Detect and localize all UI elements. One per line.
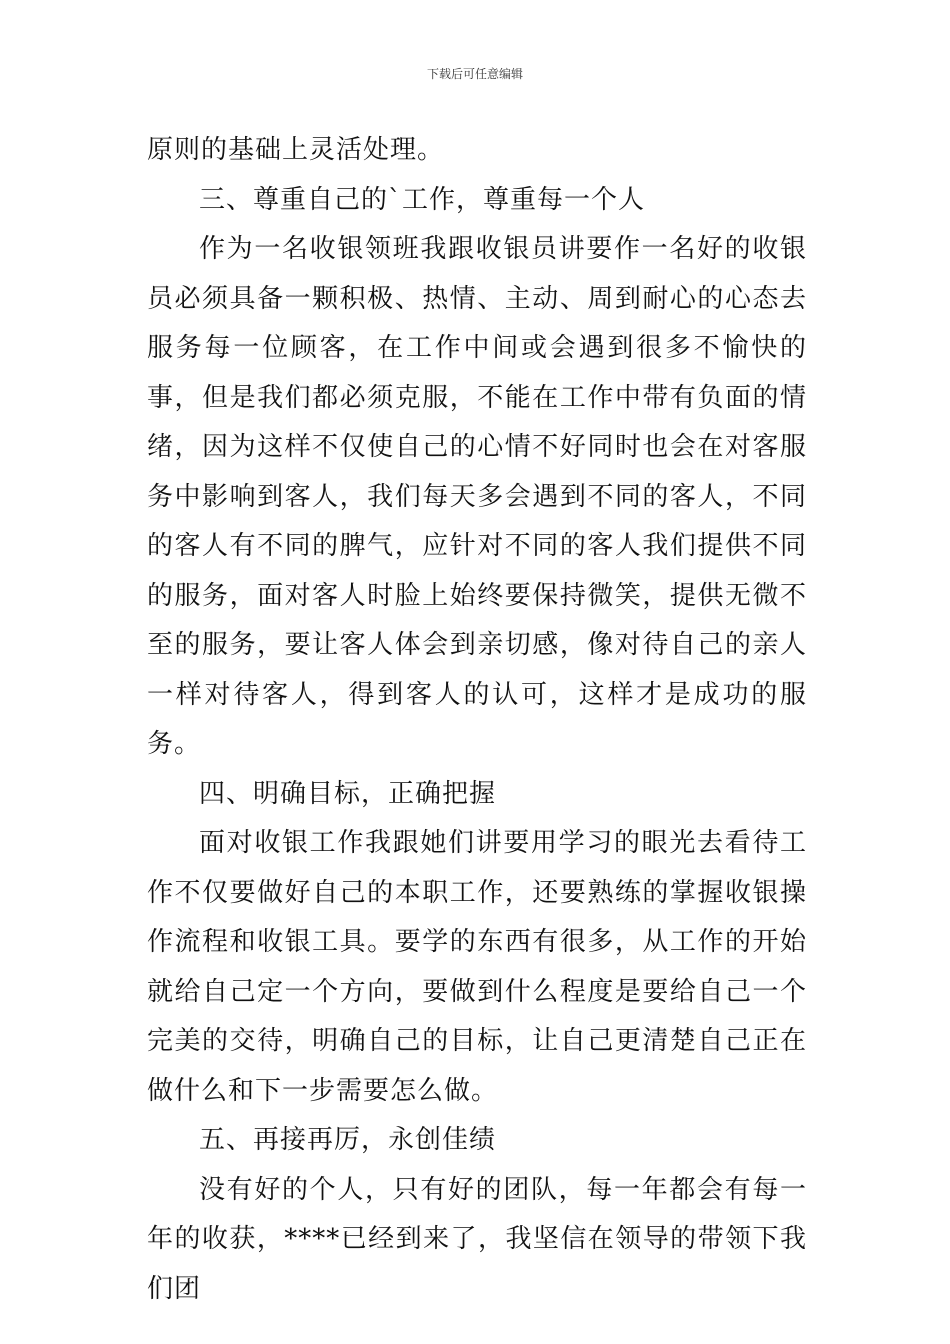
section-heading-5: 五、再接再厉，永创佳绩 (199, 1125, 497, 1155)
page-header-note: 下载后可任意编辑 (426, 67, 523, 81)
paragraph-continuation: 原则的基础上灵活处理。 (147, 135, 445, 165)
document-body (147, 126, 807, 1314)
paragraph-3: 作为一名收银领班我跟收银员讲要作一名好的收银员必须具备一颗积极、热情、主动、周到耐心的心态去服务每一位顾客，在工作中间或会遇到很多不愉快的事，但是我们都必须克服，不能在工作中带有负面的情绪，因为这样不仅使自己的心情不好同时也会在对客服务中影响到客人，我们每天多会遇到不同的客人，不同的客人有不同的脾气，应针对不同的客人我们提供不同的服务，面对客人时脸上始终要保持微笑，提供无微不至的服务，要让客人体会到亲切感，像对待自己的亲人一样对待客人，得到客人的认可，这样才是成功的服务。 (147, 234, 807, 759)
paragraph-5: 没有好的个人，只有好的团队，每一年都会有每一年的收获，****已经到来了，我坚信在领导的带领下我们团 (147, 1174, 807, 1304)
section-heading-3: 三、尊重自己的`工作，尊重每一个人 (199, 184, 646, 215)
section-heading-4: 四、明确目标，正确把握 (199, 778, 497, 809)
paragraph-4: 面对收银工作我跟她们讲要用学习的眼光去看待工作不仅要做好自己的本职工作，还要熟练的掌握收银操作流程和收银工具。要学的东西有很多，从工作的开始就给自己定一个方向，要做到什么程度是要给自己一个完美的交待，明确自己的目标，让自己更清楚自己正在做什么和下一步需要怎么做。 (147, 828, 807, 1106)
